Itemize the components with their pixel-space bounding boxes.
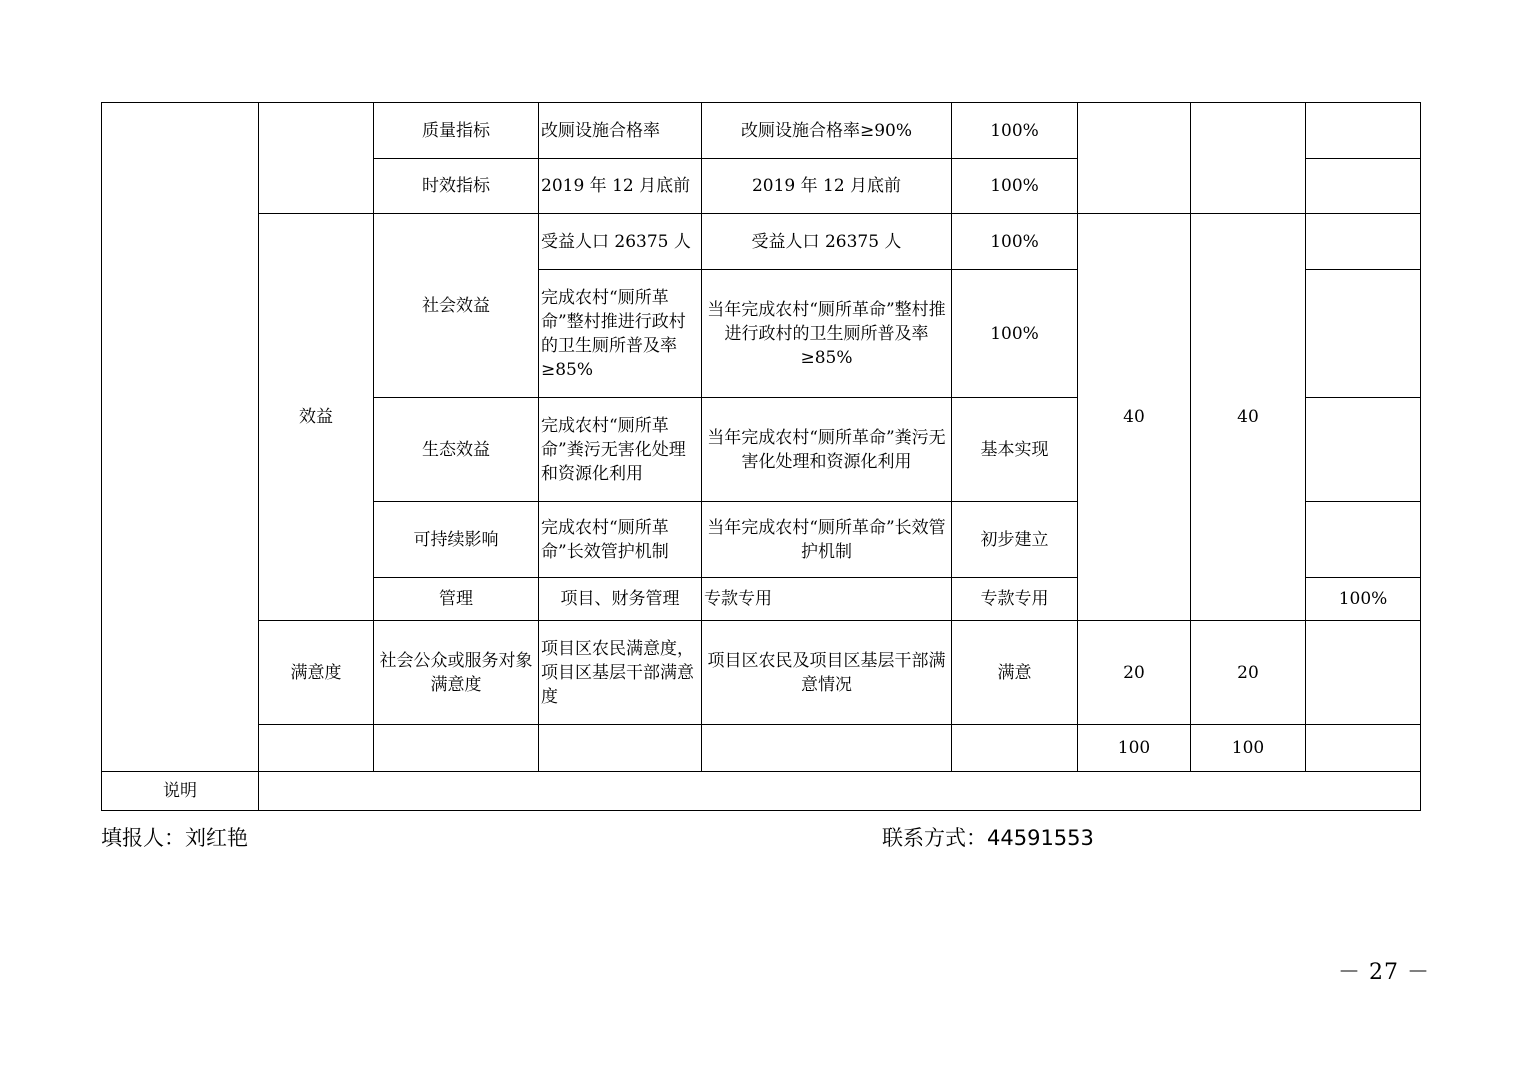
content-cell: 受益人口 26375 人 xyxy=(539,214,702,270)
target-cell: 专款专用 xyxy=(952,578,1078,621)
blank-cell xyxy=(1078,103,1191,214)
score-weight-cell: 20 xyxy=(1078,621,1191,725)
actual-cell: 满意 xyxy=(952,621,1078,725)
page-number: － 27 － xyxy=(1338,960,1430,985)
table-row xyxy=(102,103,1421,159)
blank-cell xyxy=(1306,398,1421,502)
indicator-cell: 可持续影响 xyxy=(374,502,539,578)
content-cell: 完成农村“厕所革命”粪污无害化处理和资源化利用 xyxy=(539,398,702,502)
target-cell: 改厕设施合格率≥90% xyxy=(702,103,952,159)
blank-cell xyxy=(702,725,952,772)
actual-cell: 100% xyxy=(952,103,1078,159)
indicator-cell: 时效指标 xyxy=(374,159,539,214)
indicator-cell: 社会公众或服务对象满意度 xyxy=(374,621,539,725)
table-row-notes xyxy=(102,772,1421,811)
notes-table xyxy=(101,771,1421,811)
target-cell: 当年完成农村“厕所革命”粪污无害化处理和资源化利用 xyxy=(702,398,952,502)
table-row xyxy=(102,621,1421,725)
actual-cell: 100% xyxy=(1306,578,1421,621)
table-row-total xyxy=(102,725,1421,772)
contact-label: 联系方式：44591553 xyxy=(882,826,1094,850)
indicator-cell: 项目、财务管理 xyxy=(539,578,702,621)
category-cell-management: 管理 xyxy=(374,578,539,621)
performance-table xyxy=(101,102,1421,772)
total-actual-cell: 100 xyxy=(1191,725,1306,772)
reporter-label: 填报人：刘红艳 xyxy=(101,826,248,850)
blank-cell xyxy=(1306,725,1421,772)
blank-cell xyxy=(539,725,702,772)
notes-label: 说明 xyxy=(102,772,259,811)
indicator-cell: 生态效益 xyxy=(374,398,539,502)
category-cell-satisfaction: 满意度 xyxy=(259,621,374,725)
target-cell: 受益人口 26375 人 xyxy=(702,214,952,270)
score-actual-cell: 20 xyxy=(1191,621,1306,725)
actual-cell: 初步建立 xyxy=(952,502,1078,578)
blank-cell xyxy=(374,725,539,772)
blank-cell xyxy=(1306,621,1421,725)
content-cell: 2019 年 12 月底前 xyxy=(539,159,702,214)
blank-cell xyxy=(102,103,259,772)
score-actual-cell: 40 xyxy=(1191,214,1306,621)
actual-cell: 100% xyxy=(952,159,1078,214)
target-cell: 项目区农民及项目区基层干部满意情况 xyxy=(702,621,952,725)
notes-value xyxy=(259,772,1421,811)
score-weight-cell: 40 xyxy=(1078,214,1191,621)
content-cell: 改厕设施合格率 xyxy=(539,103,702,159)
target-cell: 当年完成农村“厕所革命”整村推进行政村的卫生厕所普及率≥85% xyxy=(702,270,952,398)
blank-cell xyxy=(1306,502,1421,578)
target-cell: 当年完成农村“厕所革命”长效管护机制 xyxy=(702,502,952,578)
category-cell-benefit: 效益 xyxy=(259,214,374,621)
blank-cell xyxy=(1306,103,1421,159)
blank-cell xyxy=(1306,270,1421,398)
blank-cell xyxy=(1191,103,1306,214)
blank-cell xyxy=(259,725,374,772)
blank-cell xyxy=(259,103,374,214)
content-cell: 完成农村“厕所革命”长效管护机制 xyxy=(539,502,702,578)
table-row xyxy=(102,214,1421,270)
blank-cell xyxy=(1306,214,1421,270)
indicator-cell: 社会效益 xyxy=(374,214,539,398)
target-cell: 2019 年 12 月底前 xyxy=(702,159,952,214)
total-weight-cell: 100 xyxy=(1078,725,1191,772)
indicator-cell: 质量指标 xyxy=(374,103,539,159)
actual-cell: 100% xyxy=(952,270,1078,398)
actual-cell: 基本实现 xyxy=(952,398,1078,502)
blank-cell xyxy=(952,725,1078,772)
actual-cell: 100% xyxy=(952,214,1078,270)
content-cell: 专款专用 xyxy=(702,578,952,621)
content-cell: 完成农村“厕所革命”整村推进行政村的卫生厕所普及率≥85% xyxy=(539,270,702,398)
blank-cell xyxy=(1306,159,1421,214)
content-cell: 项目区农民满意度，项目区基层干部满意度 xyxy=(539,621,702,725)
